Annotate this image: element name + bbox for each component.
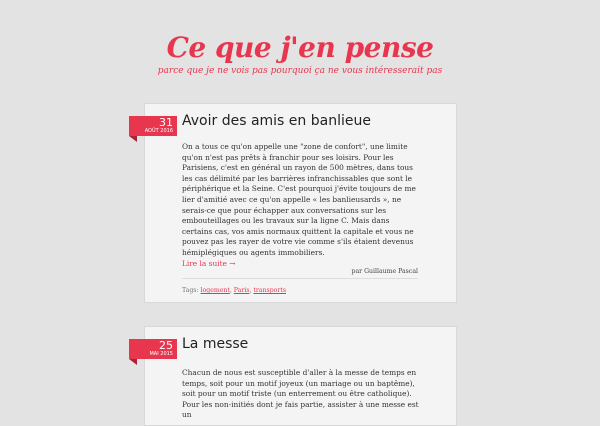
site-tagline: parce que je ne vois pas pourquoi ça ne vous intéresserait pas	[157, 66, 443, 76]
read-more-link[interactable]: Lire la suite →	[182, 258, 236, 268]
post-card	[144, 326, 457, 426]
post-month: AOÛT 2016	[144, 128, 173, 134]
tag-link[interactable]: logement	[200, 287, 230, 294]
site-title[interactable]: Ce que j'en pense	[166, 31, 434, 64]
date-ribbon	[129, 116, 177, 136]
post-excerpt	[182, 142, 422, 269]
post-tags: Tags: logement, Paris, transports	[182, 287, 287, 294]
divider	[182, 278, 418, 279]
post-day: 31	[159, 116, 173, 129]
post-day: 25	[159, 339, 173, 352]
post-card	[144, 103, 457, 303]
tags-label: Tags:	[182, 287, 199, 294]
post-title[interactable]: La messe	[182, 336, 249, 352]
post-month: MAI 2015	[149, 351, 173, 357]
post-excerpt-text: On a tous ce qu'on appelle une "zone de confort", une limite qu'on n'est pas prêts à franchir pour ses loisirs. Pour les Parisiens, c'est en général un rayon de 500 mètres, dans tous les cas délimité par les barrières infranchissables que sont le périphérique et la Seine. C'est pourquoi j'évite toujours de me lier d'amitié avec ce qu'on appelle « les banlieusards », ne serais-ce que pour échapper aux conversations sur les embouteillages ou les travaux sur la ligne C. Mais dans certains cas, vos amis normaux quittent la capitale et vous ne pouvez pas les rayer de votre vie comme s'ils étaient devenus hémiplégiques ou agents immobiliers.	[182, 142, 416, 257]
post-excerpt	[182, 368, 422, 421]
post-title[interactable]: Avoir des amis en banlieue	[182, 113, 371, 129]
tag-link[interactable]: Paris	[233, 287, 250, 294]
post-author: par Guillaume Pascal	[351, 268, 418, 275]
tag-link[interactable]: transports	[253, 287, 287, 294]
site-header	[0, 0, 600, 102]
post-excerpt-text: Chacun de nous est susceptible d'aller à la messe de temps en temps, soit pour un motif joyeux (un mariage ou un baptême), soit pour un motif triste (un enterrement ou être catholique). Pour les non-initiés dont je fais partie, assister à une messe est un	[182, 368, 419, 420]
date-ribbon	[129, 339, 177, 359]
